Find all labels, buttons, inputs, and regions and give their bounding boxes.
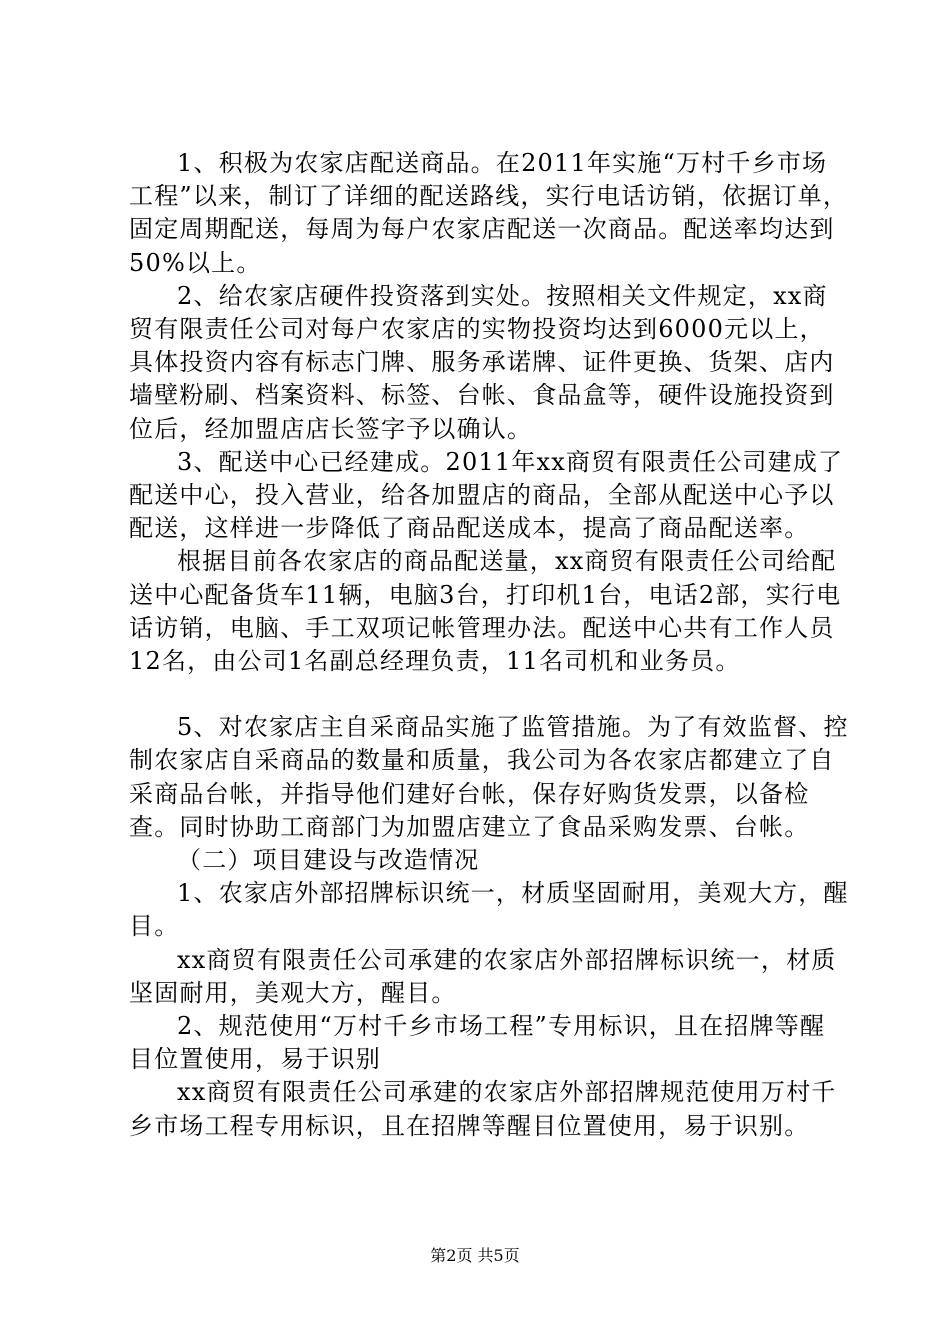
paragraph-signage-uniform: 1、农家店外部招牌标识统一，材质坚固耐用，美观大方，醒目。 <box>129 879 849 941</box>
paragraph-logo-usage: 2、规范使用“万村千乡市场工程”专用标识，且在招牌等醒目位置使用，易于识别 <box>129 1012 826 1074</box>
paragraph-distribution-center: 3、配送中心已经建成。2011年xx商贸有限责任公司建成了配送中心，投入营业，给各加盟店的商品，全部从配送中心予以配送，这样进一步降低了商品配送成本，提高了商品配送率。 <box>129 447 844 543</box>
paragraph-self-purchase-supervision: 5、对农家店主自采商品实施了监管措施。为了有效监督、控制农家店自采商品的数量和质量，我公司为各农家店都建立了自采商品台帐，并指导他们建好台帐，保存好购货发票，以备检查。同时协助工商部门为加盟店建立了食品采购发票、台帐。 <box>129 713 849 841</box>
paragraph-delivery: 1、积极为农家店配送商品。在2011年实施“万村千乡市场工程”以来，制订了详细的配送路线，实行电话访销，依据订单，固定周期配送，每周为每户农家店配送一次商品。配送率均达到50%以上。 <box>129 149 849 277</box>
paragraph-logo-detail: xx商贸有限责任公司承建的农家店外部招牌规范使用万村千乡市场工程专用标识，且在招牌等醒目位置使用，易于识别。 <box>129 1078 837 1140</box>
section-heading: （二）项目建设与改造情况 <box>177 846 480 875</box>
page-footer: 第2页 共5页 <box>430 1246 520 1265</box>
paragraph-signage-detail: xx商贸有限责任公司承建的农家店外部招牌标识统一，材质坚固耐用，美观大方，醒目。 <box>129 945 837 1007</box>
document-body <box>129 147 849 1143</box>
paragraph-hardware-investment: 2、给农家店硬件投资落到实处。按照相关文件规定，xx商贸有限责任公司对每户农家店的实物投资均达到6000元以上，具体投资内容有标志门牌、服务承诺牌、证件更换、货架、店内墙壁粉刷、档案资料、标签、台帐、食品盒等，硬件设施投资到位后，经加盟店店长签字予以确认。 <box>129 281 835 443</box>
paragraph-distribution-equipment: 根据目前各农家店的商品配送量，xx商贸有限责任公司给配送中心配备货车11辆，电脑3台，打印机1台，电话2部，实行电话访销，电脑、手工双项记帐管理办法。配送中心共有工作人员12名，由公司1名副总经理负责，11名司机和业务员。 <box>129 547 842 676</box>
